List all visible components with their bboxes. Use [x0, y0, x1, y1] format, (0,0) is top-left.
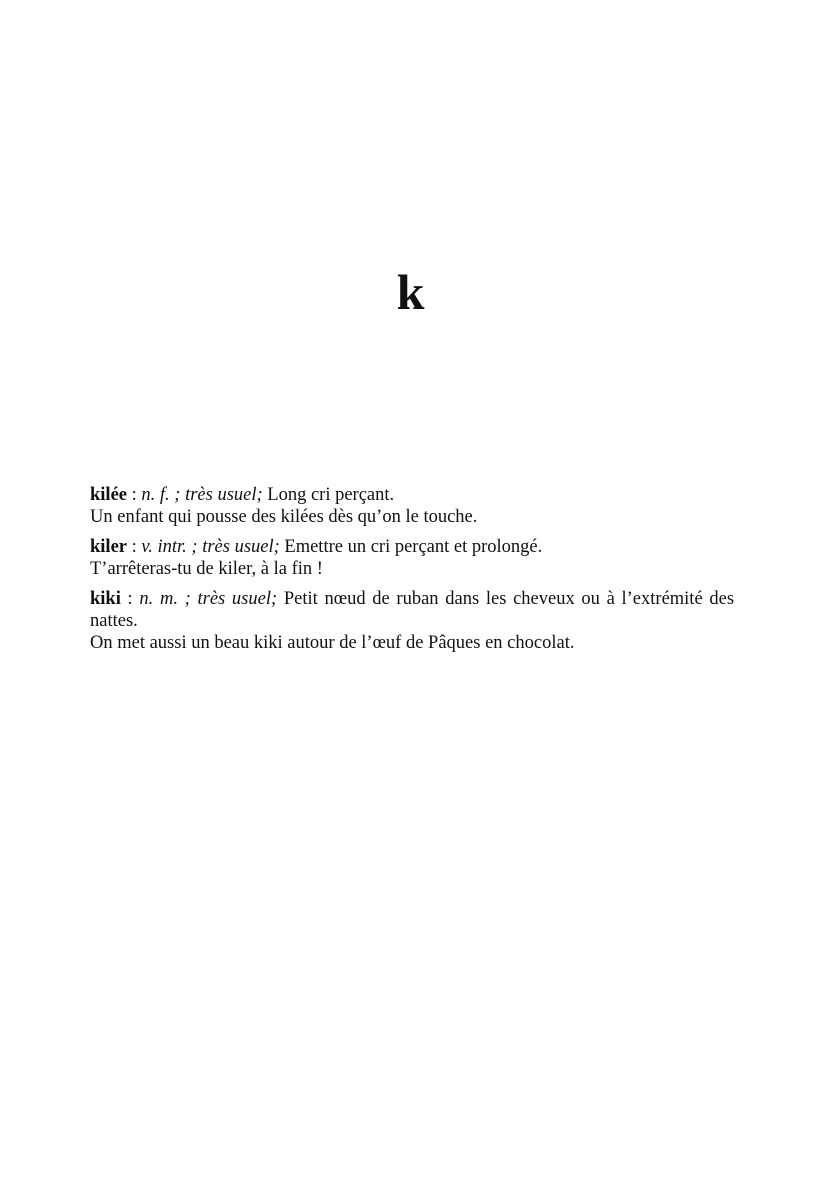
- entry-head: [90, 588, 734, 632]
- entry-head: [90, 484, 734, 506]
- section-letter: k: [396, 264, 425, 320]
- headword-colon: :: [127, 485, 142, 505]
- definition: Emettre un cri perçant et prolongé.: [279, 537, 543, 557]
- grammar-label: v. intr. ; très usuel;: [141, 537, 280, 557]
- grammar-label: n. f. ; très usuel;: [141, 485, 263, 505]
- dictionary-entry: [90, 484, 734, 528]
- dictionary-entry: [90, 588, 734, 654]
- headword-colon: :: [127, 537, 142, 557]
- example-sentence: T’arrêteras-tu de kiler, à la fin !: [90, 559, 323, 579]
- grammar-label: n. m. ; très usuel;: [139, 589, 278, 609]
- example-sentence: Un enfant qui pousse des kilées dès qu’on le touche.: [90, 507, 478, 527]
- definition: Petit nœud de ruban dans les cheveux ou à l’extrémité des nattes.: [90, 589, 735, 631]
- dictionary-entry: [90, 536, 734, 580]
- headword: kiler: [90, 537, 127, 557]
- dictionary-entries: [90, 484, 734, 662]
- example-sentence: On met aussi un beau kiki autour de l’œuf de Pâques en chocolat.: [90, 633, 575, 653]
- headword: kiki: [90, 589, 121, 609]
- definition: Long cri perçant.: [262, 485, 395, 505]
- headword-colon: :: [120, 589, 140, 609]
- entry-head: [90, 536, 734, 558]
- headword: kilée: [90, 485, 127, 505]
